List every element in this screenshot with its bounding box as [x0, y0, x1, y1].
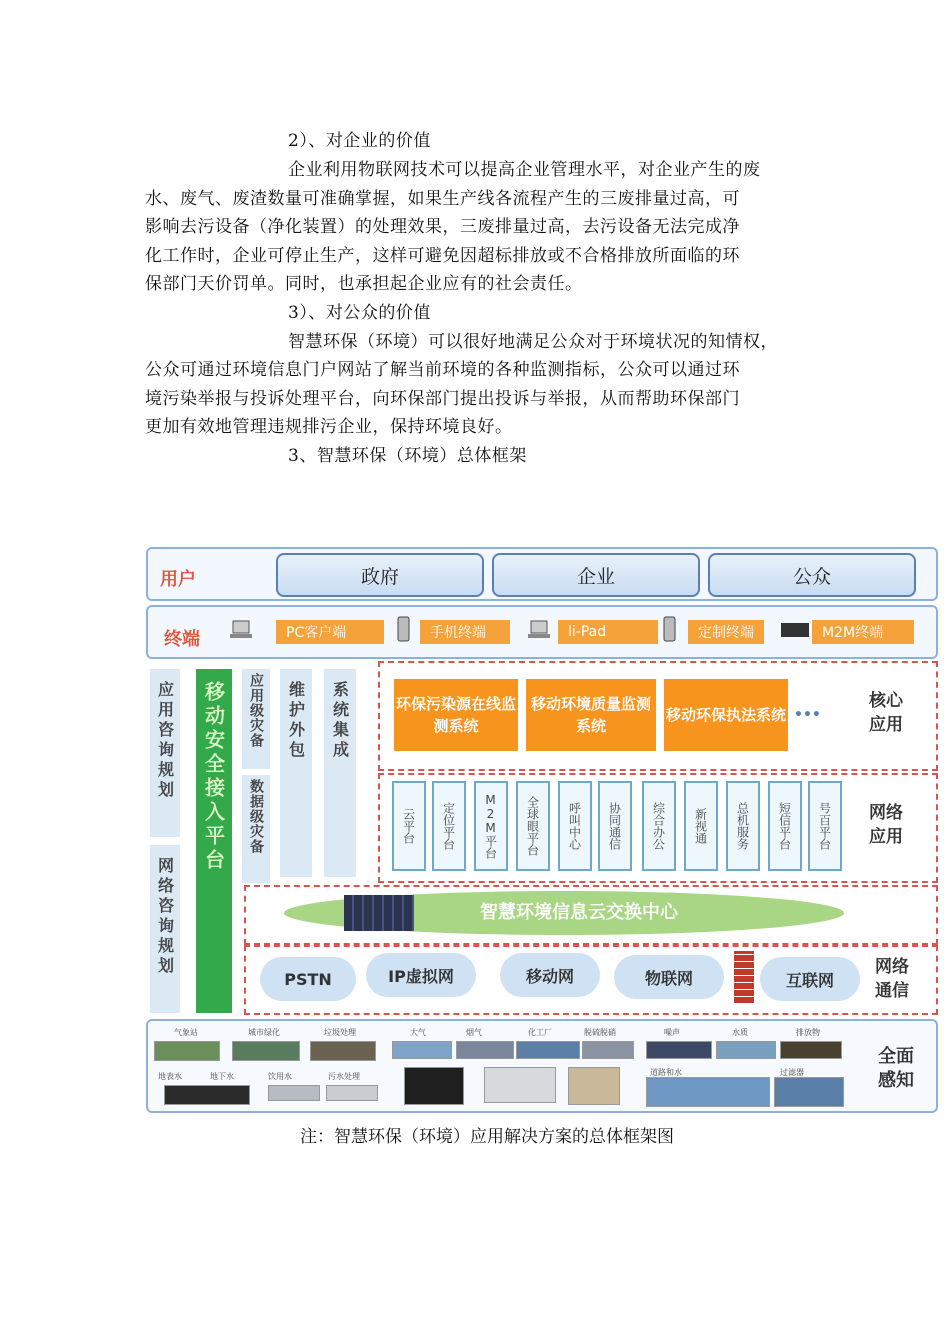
paragraph-line: 保部门天价罚单。同时，也承担起企业应有的社会责任。 — [145, 274, 583, 294]
paragraph-line: 公众可通过环境信息门户网站了解当前环境的各种监测指标，公众可以通过环 — [145, 360, 740, 380]
users-label: 用户 — [160, 569, 196, 590]
paragraph-line: 企业利用物联网技术可以提高企业管理水平，对企业产生的废 — [288, 160, 761, 180]
net-app: 新视通 — [684, 781, 718, 871]
core-app-label: 核心应用 — [869, 691, 903, 735]
photo-label: 城市绿化 — [248, 1028, 280, 1037]
terminal-pc: PC客户端 — [276, 620, 384, 644]
terminal-mobile: 手机终端 — [420, 620, 510, 644]
server-rack-icon — [344, 895, 414, 931]
photo-surface-water — [164, 1085, 250, 1105]
photo-road-water — [646, 1077, 770, 1107]
framework-diagram — [144, 545, 939, 1113]
photo-label: 地下水 — [210, 1072, 234, 1081]
paragraph-line: 化工作时，企业可停止生产，这样可避免因超标排放或不合格排放所面临的环 — [145, 246, 740, 266]
phone-icon — [392, 615, 416, 643]
photo-label: 垃圾处理 — [324, 1028, 356, 1037]
photo-label: 大气 — [410, 1028, 426, 1037]
photo-label: 污水处理 — [328, 1072, 360, 1081]
net-app: 总机服务 — [726, 781, 760, 871]
net-app: 号百平台 — [808, 781, 842, 871]
photo-label: 噪声 — [664, 1028, 680, 1037]
network-iot: 物联网 — [614, 955, 724, 999]
photo-sensor — [568, 1067, 620, 1105]
photo-emission — [780, 1041, 842, 1059]
phone-icon — [658, 615, 682, 643]
photo-water-quality — [716, 1041, 776, 1059]
maintenance-outsource-column: 维护外包 — [280, 669, 312, 877]
terminal-custom: 定制终端 — [688, 620, 764, 644]
paragraph-line: 更加有效地管理违规排污企业，保持环境良好。 — [145, 417, 513, 437]
paragraph-line: 水、废气、废渣数量可准确掌握，如果生产线各流程产生的三废排量过高，可 — [145, 189, 740, 209]
net-app: 综合办公 — [642, 781, 676, 871]
heading-framework: 3、智慧环保（环境）总体框架 — [288, 446, 527, 466]
photo-label: 排放物 — [796, 1028, 820, 1037]
net-app: 短信平台 — [768, 781, 802, 871]
paragraph-line: 智慧环保（环境）可以很好地满足公众对于环境状况的知情权， — [288, 332, 778, 352]
photo-sewage — [326, 1085, 378, 1101]
photo-air — [392, 1041, 452, 1059]
net-app: 全球眼平台 — [516, 781, 550, 871]
photo-drinking-water — [268, 1085, 320, 1101]
cloud-exchange-center: 智慧环境信息云交换中心 — [480, 902, 678, 923]
net-app: M2M平台 — [474, 781, 508, 871]
figure-caption: 注：智慧环保（环境）应用解决方案的总体框架图 — [300, 1127, 674, 1147]
photo-chemical — [516, 1041, 580, 1059]
terminal-ipad: li-Pad — [558, 620, 658, 644]
paragraph-line: 影响去污设备（净化装置）的处理效果，三废排量过高，去污设备无法完成净 — [145, 217, 740, 237]
photo-label: 过滤器 — [780, 1068, 804, 1077]
laptop-icon — [230, 615, 254, 643]
photo-label: 脱硫脱硝 — [584, 1028, 616, 1037]
heading-public-value: 3）、对公众的价值 — [288, 303, 431, 323]
network-mobile: 移动网 — [500, 953, 600, 997]
mobile-secure-access-column: 移动安全接入平台 — [196, 669, 232, 1013]
photo-noise — [646, 1041, 712, 1059]
photo-label: 气象站 — [174, 1028, 198, 1037]
photo-instrument — [404, 1067, 464, 1105]
photo-analyzer — [484, 1067, 556, 1103]
photo-label: 水质 — [732, 1028, 748, 1037]
net-app: 协同通信 — [598, 781, 632, 871]
user-enterprise: 企业 — [492, 553, 700, 597]
core-more: ••• — [794, 707, 821, 723]
terminal-m2m: M2M终端 — [812, 620, 914, 644]
core-app-pollution-monitor: 环保污染源在线监测系统 — [392, 677, 520, 753]
paragraph-line: 境污染举报与投诉处理平台，向环保部门提出投诉与举报，从而帮助环保部门 — [145, 389, 740, 409]
app-consulting-column: 应用咨询规划 — [150, 669, 180, 837]
laptop-icon — [528, 615, 552, 643]
network-comm-label: 网络通信 — [875, 957, 909, 1001]
photo-label: 化工厂 — [528, 1028, 552, 1037]
net-app: 呼叫中心 — [558, 781, 592, 871]
photo-label: 地表水 — [158, 1072, 182, 1081]
system-integration-column: 系统集成 — [324, 669, 356, 877]
photo-city-greening — [232, 1041, 300, 1061]
photo-label: 道路和水 — [650, 1068, 682, 1077]
net-app: 定位平台 — [432, 781, 466, 871]
network-app-label: 网络应用 — [869, 803, 903, 847]
network-ip-virtual: IP虚拟网 — [366, 953, 476, 997]
app-disaster-recovery-column: 应用级灾备 — [242, 669, 270, 769]
photo-desulfur — [582, 1041, 634, 1059]
user-public: 公众 — [708, 553, 916, 597]
terminal-label: 终端 — [164, 629, 200, 650]
photo-flue — [456, 1041, 514, 1059]
network-pstn: PSTN — [260, 957, 356, 1001]
user-government: 政府 — [276, 553, 484, 597]
photo-filter — [774, 1077, 844, 1107]
heading-enterprise-value: 2）、对企业的价值 — [288, 131, 431, 151]
sensing-label: 全面感知 — [878, 1046, 914, 1091]
network-internet: 互联网 — [760, 957, 860, 1001]
m2m-device-icon — [780, 615, 810, 643]
firewall-icon — [734, 951, 754, 1003]
core-app-mobile-quality: 移动环境质量监测系统 — [524, 677, 658, 753]
photo-weather-station — [154, 1041, 220, 1061]
photo-label: 饮用水 — [268, 1072, 292, 1081]
photo-garbage — [310, 1041, 376, 1061]
network-consulting-column: 网络咨询规划 — [150, 845, 180, 1013]
net-app: 云平台 — [392, 781, 426, 871]
data-disaster-recovery-column: 数据级灾备 — [242, 775, 270, 883]
core-app-enforcement: 移动环保执法系统 — [662, 677, 790, 753]
photo-label: 烟气 — [466, 1028, 482, 1037]
